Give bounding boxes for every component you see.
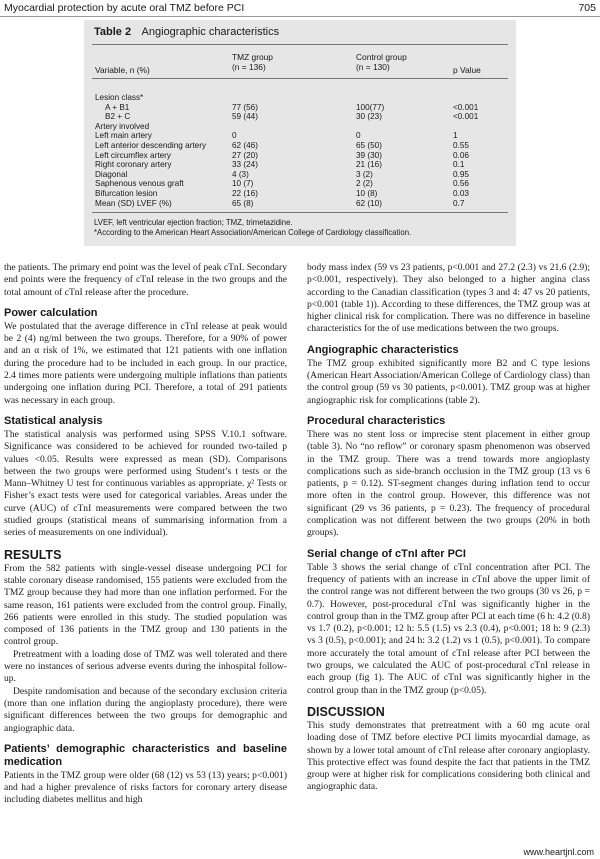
cell-control: 0 <box>356 131 361 141</box>
cell-tmz: 22 (16) <box>232 189 258 198</box>
header-control-n: (n = 130) <box>356 62 390 72</box>
cell-variable: Lesion class* <box>95 93 144 102</box>
table-footnotes <box>94 218 411 238</box>
cell-control: 2 (2) <box>356 179 373 189</box>
cell-control: 100(77) <box>356 102 385 112</box>
table-label: Table 2 <box>94 26 132 38</box>
right-column <box>307 262 590 794</box>
cell-tmz: 4 (3) <box>232 169 249 179</box>
cell-tmz: 0 <box>232 131 237 141</box>
cell-control: 3 (2) <box>356 169 373 179</box>
cell-variable: Left anterior descending artery <box>95 141 207 150</box>
cell-tmz: 10 (7) <box>232 179 254 189</box>
table-row <box>84 131 516 141</box>
paragraph: Table 3 shows the serial change of cTnI concentration after PCI. The frequency of patients with an increase in cTnI above the upper limit of the control range was not different between the two groups (30 vs 26, p = 0.7). However, post-procedural cTnI was significantly higher in the control group than in the TMZ group after PCI at each time (6 h: 4.2 (0.8) vs 1.7 (0.2), p<0.001; 12 h: 5.5 (1.5) vs 2.3 (0.4), p<0.001; 18 h: 9 (2.3) vs 3 (0.5), p<0.001); and 24 h: 3.2 (1.2) vs 1 (0.5), p<0.001). To compare more accurately the total amount of cTnI release after PCI between the two groups, we calculated the AUC of post-procedural cTnI release in each group (fig 1). The AUC of cTnI was significantly higher in the control group than in the TMZ group (p<0.05). <box>307 561 590 696</box>
paragraph: There was no stent loss or imprecise stent placement in either group (table 3). No “no reflow” or coronary spasm phenomenon was observed in the TMZ group. There was a trend towards more angioplasty complications such as side-branch occlusion in the TMZ group (13 vs 6 patients, p = 0.12). ST-segment changes during inflation tend to occur more often in the control group. However, this difference was not significant (29 vs 36 patients, p = 0.23). The frequency of procedural complication was not different between the two groups (20% in both groups). <box>307 428 590 539</box>
table-row <box>84 160 516 170</box>
cell-control: 10 (8) <box>356 189 378 198</box>
left-column <box>4 262 287 807</box>
table-row <box>84 93 516 103</box>
header-control-label: Control group <box>356 52 407 62</box>
cell-tmz: 59 (44) <box>232 112 258 122</box>
cell-variable: Right coronary artery <box>95 160 172 170</box>
cell-control: 62 (10) <box>356 198 382 208</box>
table-row <box>84 199 516 209</box>
footnote-abbrev: LVEF, left ventricular ejection fraction; TMZ, trimetazidine. <box>94 218 293 227</box>
header-control <box>356 52 407 72</box>
cell-tmz: 62 (46) <box>232 141 258 150</box>
header-tmz-label: TMZ group <box>232 52 273 62</box>
cell-p: 0.03 <box>453 189 469 198</box>
table-row <box>84 170 516 180</box>
cell-variable: Artery involved <box>95 121 150 131</box>
table-header-rule <box>92 78 508 79</box>
paragraph: The statistical analysis was performed using SPSS V.10.1 software. Significance was considered to be achieved for rounded two-tailed p values <0.05. Results were expressed as mean (SD). Comparisons between the two groups were performed using Student’s t tests or the Mann–Whitney U test for continuous variables as appropriate. χ² Tests or Fisher’s exact tests were used for categorical variables. Areas under the curve (AUC) of cTnI measurements were compared between the two studied groups (statistical means of summarising information from a series of measurements on one individual). <box>4 428 287 539</box>
running-title: Myocardial protection by acute oral TMZ before PCI <box>4 2 245 14</box>
table-row <box>84 189 516 199</box>
paragraph: The TMZ group exhibited significantly more B2 and C type lesions (American Heart Association/American College of Cardiology class) than the control group (59 vs 30 patients, p<0.001). TMZ group was at higher angiographic risk for complications (table 2). <box>307 357 590 406</box>
paragraph: From the 582 patients with single-vessel disease undergoing PCI for stable coronary disease randomised, 155 patients were excluded from the TMZ group because they had more than one inflation performed. For the same reason, 161 patients were excluded from the control group. Finally, 266 patients were enrolled in this study. The studied population was composed of 136 patients in the TMZ group and 130 patients in the control group. <box>4 562 287 648</box>
cell-p: <0.001 <box>453 112 479 122</box>
subsection-heading: Statistical analysis <box>4 414 103 427</box>
cell-tmz: 27 (20) <box>232 150 258 160</box>
cell-variable: Bifurcation lesion <box>95 189 158 198</box>
cell-variable: Left circumflex artery <box>95 150 171 160</box>
cell-variable: Diagonal <box>95 169 128 179</box>
paragraph: Despite randomisation and because of the secondary exclusion criteria (more than one inflation during the angioplasty procedure), there were significant differences between the two groups for demographic and angiographic data. <box>4 685 287 734</box>
cell-variable: A + B1 <box>105 102 130 112</box>
cell-control: 21 (16) <box>356 160 382 170</box>
cell-p: 1 <box>453 131 458 141</box>
cell-variable: Saphenous venous graft <box>95 179 184 189</box>
subsection-heading: Power calculation <box>4 306 98 319</box>
cell-p: <0.001 <box>453 102 479 112</box>
cell-control: 39 (30) <box>356 150 382 160</box>
subsection-heading: Serial change of cTnI after PCI <box>307 547 466 560</box>
cell-tmz: 77 (56) <box>232 102 258 112</box>
cell-p: 0.06 <box>453 150 469 160</box>
cell-control: 30 (23) <box>356 112 382 122</box>
subsection-heading: Angiographic characteristics <box>307 343 459 356</box>
cell-p: 0.1 <box>453 160 465 170</box>
subsection-heading: Procedural characteristics <box>307 414 446 427</box>
cell-p: 0.56 <box>453 179 469 189</box>
header-p: p Value <box>453 65 481 75</box>
cell-p: 0.7 <box>453 198 465 208</box>
table-caption <box>94 26 279 38</box>
section-heading: RESULTS <box>4 547 62 562</box>
header-variable: Variable, n (%) <box>95 65 150 75</box>
subsection-heading: Patients’ demographic characteristics and baseline medication <box>4 742 287 768</box>
header-tmz <box>232 52 273 72</box>
running-head <box>4 2 596 16</box>
table-top-rule <box>92 44 508 45</box>
cell-tmz: 33 (24) <box>232 160 258 170</box>
paragraph: Patients in the TMZ group were older (68 (12) vs 53 (13) years; p<0.001) and had a higher prevalence of risks factors for coronary artery disease including diabetes mellitus and high <box>4 769 287 806</box>
cell-variable: Left main artery <box>95 131 152 141</box>
header-rule <box>0 16 600 17</box>
paragraph: body mass index (59 vs 23 patients, p<0.001 and 27.2 (2.3) vs 21.6 (2.9); p<0.001, respectively). They also belonged to a higher angina class according to the Canadian classification (types 3 and 4: 47 vs 20 patients, p<0.001 (table 1)). According to these differences, the TMZ group was at higher clinical risk for complication. There was no difference in baseline characteristics for the of use medications between the two groups. <box>307 262 590 335</box>
paragraph: Pretreatment with a loading dose of TMZ was well tolerated and there were no instances of serious adverse events during the inhospital follow-up. <box>4 648 287 685</box>
page-number: 705 <box>578 2 596 14</box>
header-tmz-n: (n = 136) <box>232 62 266 72</box>
footer-url: www.heartjnl.com <box>523 847 594 857</box>
cell-p: 0.95 <box>453 169 469 179</box>
table-row <box>84 151 516 161</box>
table-row <box>84 141 516 151</box>
paragraph: We postulated that the average difference in cTnI release at peak would be 2 (4) ng/ml between the two groups. Therefore, for a 90% of power and an α risk of 1%, we estimated that 121 patients with one inflation during the procedure had to be included in each group. In our practice, 2.4 times more patients were undergoing multiple inflations than patients undergoing one inflation during PCI. Therefore, a total of 291 patients was necessary in each group. <box>4 320 287 406</box>
table-row <box>84 103 516 113</box>
footnote-star: *According to the American Heart Association/American College of Cardiology classification. <box>94 228 412 237</box>
cell-control: 65 (50) <box>356 141 382 150</box>
paragraph: the patients. The primary end point was the level of peak cTnI. Secondary end points were the frequency of cTnI release in the two groups and the total amount of cTnI release after the procedure. <box>4 262 287 298</box>
cell-p: 0.55 <box>453 141 469 150</box>
section-heading: DISCUSSION <box>307 704 385 719</box>
table-row <box>84 179 516 189</box>
cell-variable: B2 + C <box>105 112 131 122</box>
cell-tmz: 65 (8) <box>232 198 254 208</box>
table-row <box>84 112 516 122</box>
paragraph: This study demonstrates that pretreatment with a 60 mg acute oral loading dose of TMZ before elective PCI limits myocardial damage, as shown by a lower total amount of cTnI release after coronary angioplasty. This protective effect was found despite the fact that patients in the TMZ group were at higher risk for complications considering both clinical and angiographic data. <box>307 719 590 793</box>
table-bottom-rule <box>92 212 508 213</box>
table-row <box>84 122 516 132</box>
cell-variable: Mean (SD) LVEF (%) <box>95 198 172 208</box>
table-2 <box>84 20 516 246</box>
table-title: Angiographic characteristics <box>141 26 280 38</box>
